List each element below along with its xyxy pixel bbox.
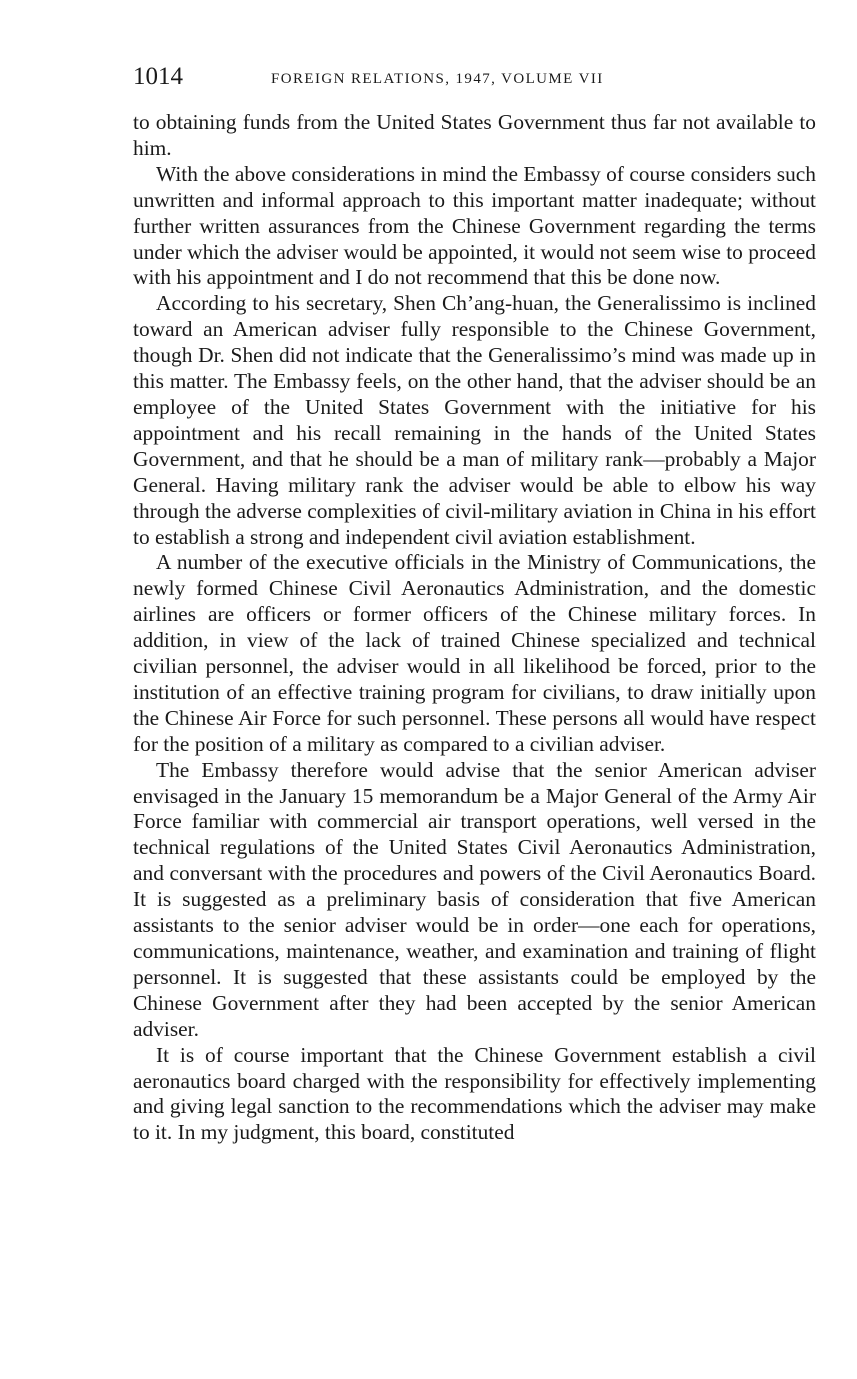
body-text [133, 110, 816, 1146]
paragraph: It is of course important that the Chinese Government establish a civil aeronautics board charged with the responsibility for effectively implementing and giving legal sanction to the recommendations which the adviser may make to it. In my judgment, this board, constituted [133, 1042, 816, 1145]
paragraph: The Embassy therefore would advise that the senior American adviser envisaged in the January 15 memorandum be a Major General of the Army Air Force familiar with commercial air transport operations, well versed in the technical regulations of the United States Civil Aeronautics Administration, and conversant with the procedures and powers of the Civil Aeronautics Board. It is suggested as a preliminary basis of consideration that five American assistants to the senior adviser would be in order—one each for operations, communications, maintenance, weather, and examination and training of flight personnel. It is suggested that these assistants could be employed by the Chinese Government after they had been accepted by the senior American adviser. [133, 757, 816, 1041]
page-header [133, 62, 816, 98]
paragraph: According to his secretary, Shen Ch’ang-huan, the Generalissimo is inclined toward an American adviser fully responsible to the Chinese Government, though Dr. Shen did not indicate that the Generalissimo’s mind was made up in this matter. The Embassy feels, on the other hand, that the adviser should be an employee of the United States Government with the initiative for his appointment and his recall remaining in the hands of the United States Government, and that he should be a man of military rank—probably a Major General. Having military rank the adviser would be able to elbow his way through the adverse complexities of civil-military aviation in China in his effort to establish a strong and independent civil aviation establishment. [133, 291, 816, 549]
paragraph-continuation: to obtaining funds from the United States Government thus far not available to him. [133, 110, 816, 160]
document-page [133, 62, 816, 1146]
page-number: 1014 [133, 63, 183, 90]
paragraph: With the above considerations in mind the Embassy of course considers such unwritten and informal approach to this important matter inadequate; without further written assurances from the Chinese Government regarding the terms under which the adviser would be appointed, it would not seem wise to proceed with his appointment and I do not recommend that this be done now. [133, 161, 816, 290]
running-head: FOREIGN RELATIONS, 1947, VOLUME VII [271, 71, 604, 87]
paragraph: A number of the executive officials in the Ministry of Communications, the newly formed Chinese Civil Aeronautics Administration, and the domestic airlines are officers or former officers of the Chinese military forces. In addition, in view of the lack of trained Chinese specialized and technical civilian personnel, the adviser would in all likelihood be forced, prior to the institution of an effective training program for civilians, to draw initially upon the Chinese Air Force for such personnel. These persons all would have respect for the position of a military as compared to a civilian adviser. [133, 550, 816, 756]
